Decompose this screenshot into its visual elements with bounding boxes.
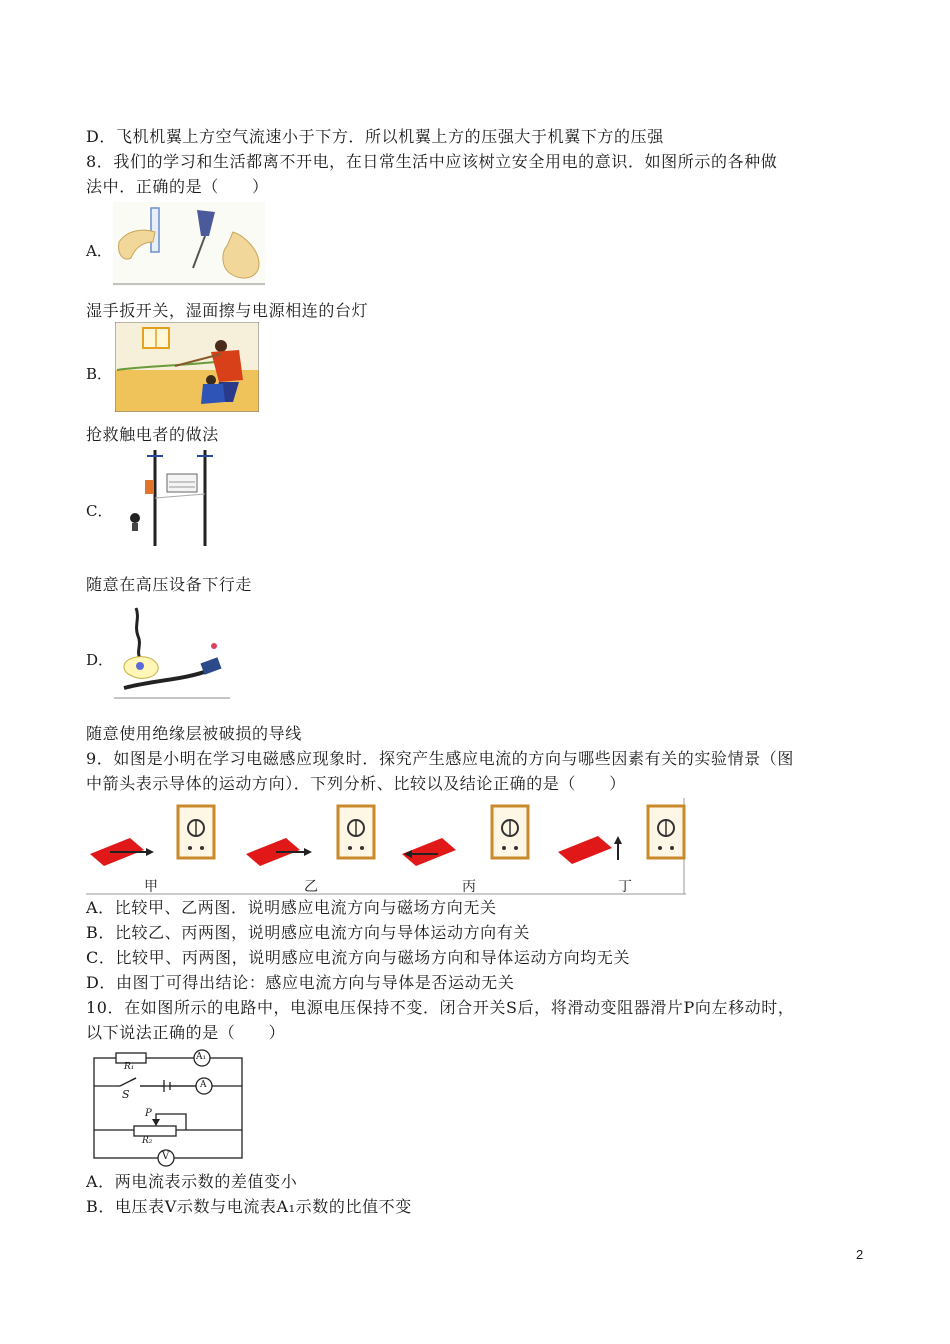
q9-option-d: D．由图丁可得出结论：感应电流方向与导体是否运动无关 [86,973,515,992]
q8-option-d-caption: 随意使用绝缘层被破损的导线 [86,724,302,743]
q10-label-v: V [162,1151,170,1162]
q9-stem-line1: 9．如图是小明在学习电磁感应现象时．探究产生感应电流的方向与哪些因素有关的实验情景（图 [86,749,794,768]
q10-label-r2: R₂ [142,1136,153,1146]
q8-option-c-image [125,446,230,550]
q10-stem-line1: 10．在如图所示的电路中，电源电压保持不变．闭合开关S后，将滑动变阻器滑片P向左移动时， [86,998,795,1017]
q10-label-s: S [122,1088,130,1101]
q10-label-a1: A₁ [196,1052,207,1062]
q10-option-b: B．电压表V示数与电流表A₁示数的比值不变 [86,1197,412,1216]
q8-option-d-image [114,600,230,700]
q7-option-d: D．飞机机翼上方空气流速小于下方．所以机翼上方的压强大于机翼下方的压强 [86,127,664,146]
q9-option-a: A．比较甲、乙两图．说明感应电流方向与磁场方向无关 [86,898,497,917]
page-number: 2 [856,1247,864,1262]
q9-stem-line2: 中箭头表示导体的运动方向）．下列分析、比较以及结论正确的是（ ） [86,774,626,793]
q8-option-b-caption: 抢救触电者的做法 [86,425,219,444]
q9-label-yi: 乙 [304,879,318,895]
q9-label-jia: 甲 [144,879,158,895]
q10-label-a2: A [200,1080,207,1090]
q8-option-a-label: A． [86,242,112,260]
q8-option-a-image [113,202,265,286]
q9-option-c: C．比较甲、丙两图，说明感应电流方向与磁场方向和导体运动方向均无关 [86,948,631,967]
q8-option-b-label: B． [86,365,113,383]
q9-label-ding: 丁 [618,879,632,895]
q10-option-a: A．两电流表示数的差值变小 [86,1172,298,1191]
q10-label-p: P [145,1108,152,1119]
q10-label-r1: R₁ [124,1062,135,1072]
q8-stem-line2: 法中．正确的是（ ） [86,177,269,196]
q9-label-bing: 丙 [462,879,476,895]
q8-option-c-caption: 随意在高压设备下行走 [86,575,253,594]
q8-option-a-caption: 湿手扳开关，湿面擦与电源相连的台灯 [86,301,369,320]
q8-option-d-label: D． [86,651,114,669]
q10-stem-line2: 以下说法正确的是（ ） [86,1023,286,1042]
q10-circuit [86,1046,248,1168]
q9-figure [86,798,686,896]
q8-option-b-image [115,322,259,412]
q9-option-b: B．比较乙、丙两图，说明感应电流方向与导体运动方向有关 [86,923,530,942]
q8-option-c-label: C． [86,502,113,520]
q8-stem-line1: 8．我们的学习和生活都离不开电，在日常生活中应该树立安全用电的意识．如图所示的各种做 [86,152,778,171]
